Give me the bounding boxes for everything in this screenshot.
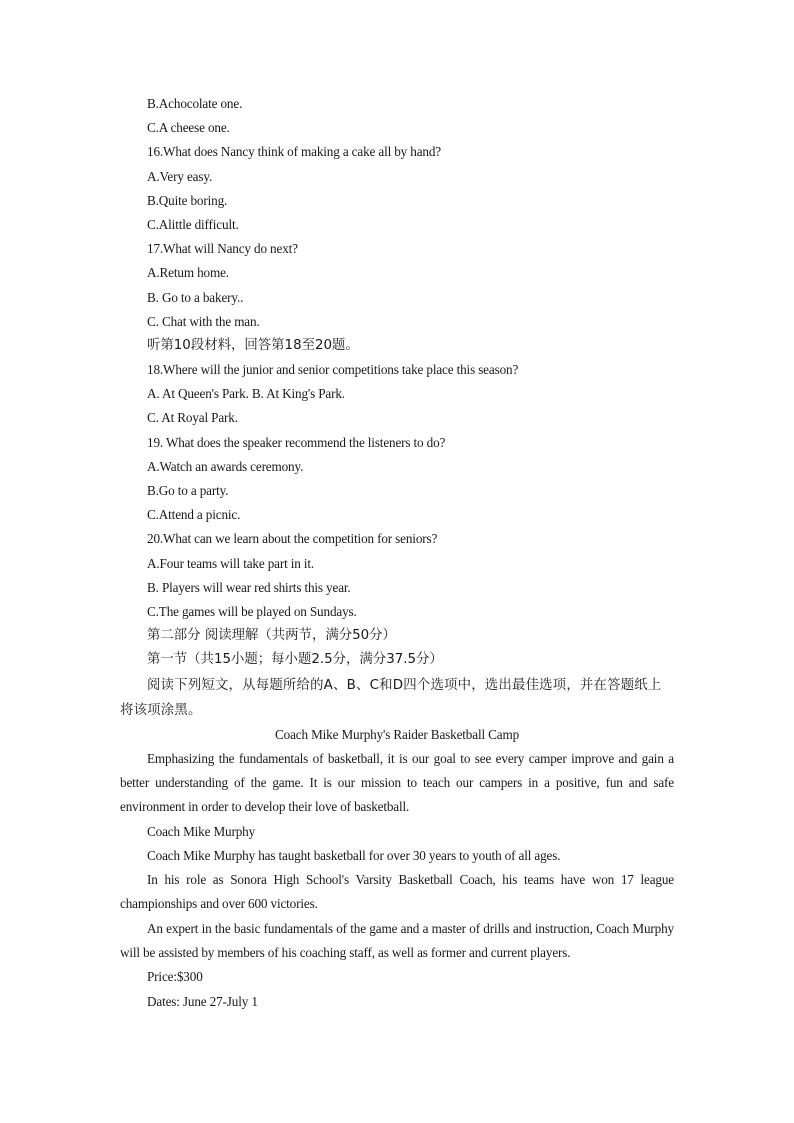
option-16c: C.Alittle difficult.	[147, 216, 239, 232]
option-16b: B.Quite boring.	[147, 192, 228, 208]
option-18c: C. At Royal Park.	[147, 410, 238, 426]
option-19b: B.Go to a party.	[147, 483, 229, 498]
option-20a: A.Four teams will take part in it.	[147, 555, 315, 571]
passage-paragraph-2: Coach Mike Murphy has taught basketball for over 30 years to youth of all ages.	[147, 847, 561, 863]
option-19c: C.Attend a picnic.	[147, 507, 241, 523]
option-15b: B.Achocolate one.	[147, 96, 243, 111]
option-17b: B. Go to a bakery..	[147, 289, 244, 305]
question-20: 20.What can we learn about the competition for seniors?	[147, 531, 438, 547]
passage-price: Price:$300	[147, 969, 203, 985]
question-16: 16.What does Nancy think of making a cake all by hand?	[147, 144, 442, 160]
option-15c: C.A cheese one.	[147, 120, 230, 136]
option-20b: B. Players will wear red shirts this year.	[147, 579, 351, 595]
passage-title: Coach Mike Murphy's Raider Basketball Camp	[274, 726, 520, 742]
question-17: 17.What will Nancy do next?	[147, 241, 298, 257]
question-18: 18.Where will the junior and senior competitions take place this season?	[147, 362, 519, 378]
section-10-instruction: 听第10段材料，回答第18至20题。	[147, 337, 359, 353]
option-17c: C. Chat with the man.	[147, 313, 260, 329]
passage-dates: Dates: June 27-July 1	[147, 993, 258, 1009]
part-two-heading: 第二部分 阅读理解（共两节，满分50分）	[147, 628, 396, 644]
option-16a: A.Very easy.	[147, 168, 213, 184]
passage-paragraph-4: An expert in the basic fundamentals of the game and a master of drills and instruction, Coach Murphy will be assisted by members of his coaching staff, as well as former and current players.	[120, 920, 674, 961]
option-20c: C.The games will be played on Sundays.	[147, 603, 357, 619]
option-19a: A.Watch an awards ceremony.	[147, 458, 304, 474]
section-one-heading: 第一节（共15小题；每小题2.5分，满分37.5分）	[147, 652, 443, 668]
reading-instruction: 阅读下列短文，从每题所给的A、B、C和D四个选项中，选出最佳选项，并在答题纸上将该项涂黑。	[120, 677, 662, 718]
question-19: 19. What does the speaker recommend the listeners to do?	[147, 434, 446, 450]
option-17a: A.Retum home.	[147, 265, 229, 281]
passage-coach-heading: Coach Mike Murphy	[147, 823, 256, 839]
passage-paragraph-3: In his role as Sonora High School's Varsity Basketball Coach, his teams have won 17 league championships and over 600 victories.	[120, 872, 674, 912]
page-content	[120, 92, 674, 1014]
option-18ab: A. At Queen's Park. B. At King's Park.	[147, 386, 345, 402]
passage-paragraph-1: Emphasizing the fundamentals of basketball, it is our goal to see every camper improve and gain a better understanding of the game. It is our mission to teach our campers in a positive, fun and safe environment in order to develop their love of basketball.	[120, 750, 674, 815]
